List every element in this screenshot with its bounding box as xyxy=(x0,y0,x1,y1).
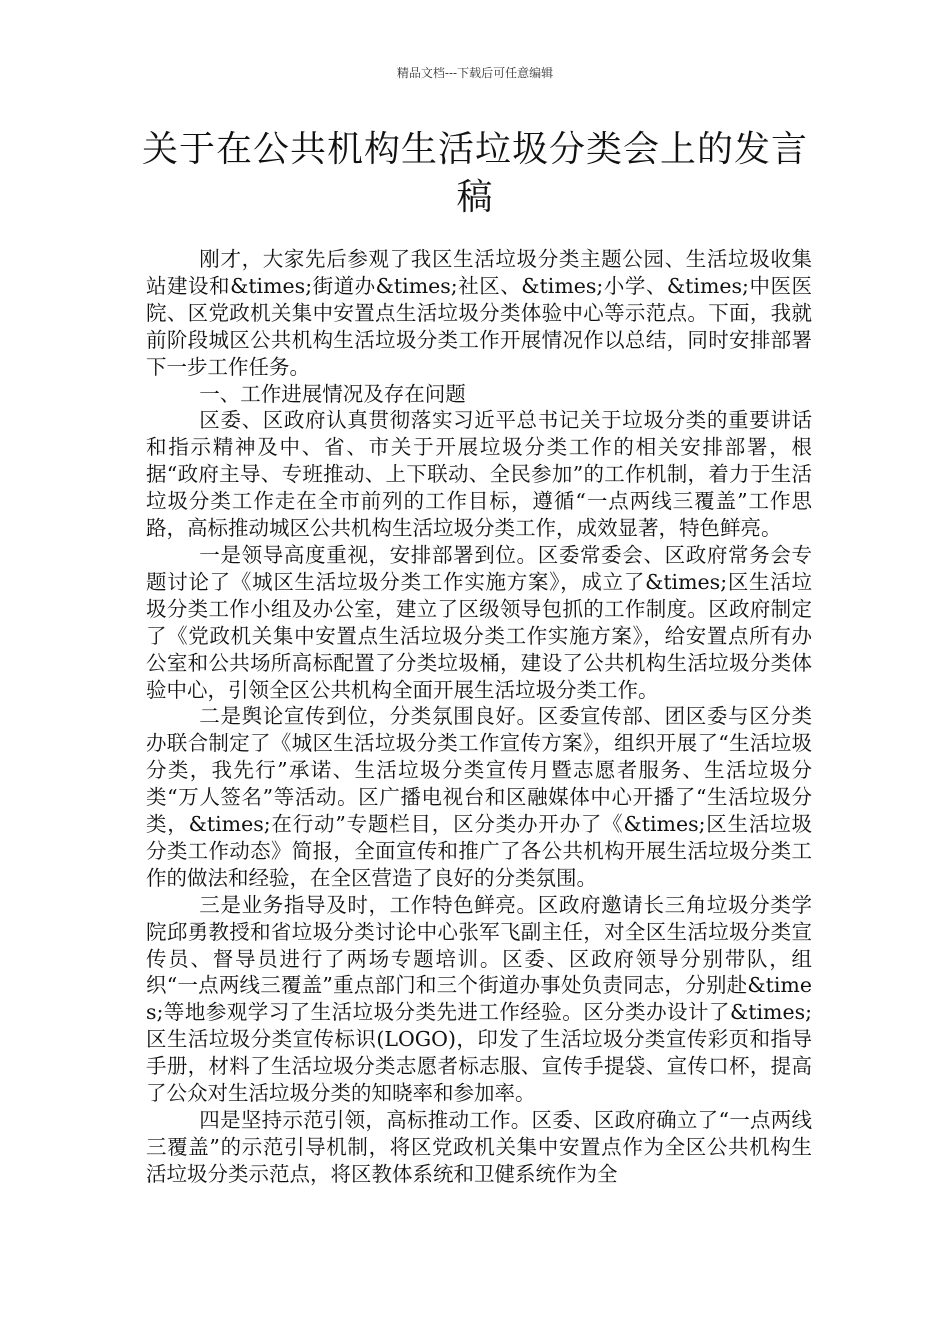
paragraph-point-4: 四是坚持示范引领，高标推动工作。区委、区政府确立了“一点两线三覆盖”的示范引导机制，将区党政机关集中安置点作为全区公共机构生活垃圾分类示范点，将区教体系统和卫健系统作为全 xyxy=(146,1108,812,1186)
paragraph-point-3: 三是业务指导及时，工作特色鲜亮。区政府邀请长三角垃圾分类学院邱勇教授和省垃圾分类讨论中心张军飞副主任，对全区生活垃圾分类宣传员、督导员进行了两场专题培训。区委、区政府领导分别带队，组织“一点两线三覆盖”重点部门和三个街道办事处负责同志，分别赴&times;等地参观学习了生活垃圾分类先进工作经验。区分类办设计了&times;区生活垃圾分类宣传标识(LOGO)，印发了生活垃圾分类宣传彩页和指导手册，材料了生活垃圾分类志愿者标志服、宣传手提袋、宣传口杯，提高了公众对生活垃圾分类的知晓率和参加率。 xyxy=(146,892,812,1106)
section-heading: 一、工作进展情况及存在问题 xyxy=(199,381,466,406)
page-header-watermark: 精品文档---下载后可任意编辑 xyxy=(396,66,554,80)
document-title: 关于在公共机构生活垃圾分类会上的发言稿 xyxy=(141,129,808,218)
document-body xyxy=(146,246,812,1188)
paragraph-point-2: 二是舆论宣传到位，分类氛围良好。区委宣传部、团区委与区分类办联合制定了《城区生活垃圾分类工作宣传方案》，组织开展了“生活垃圾分类，我先行”承诺、生活垃圾分类宣传月暨志愿者服务、生活垃圾分类“万人签名”等活动。区广播电视台和区融媒体中心开播了“生活垃圾分类，&times;在行动”专题栏目，区分类办开办了《&times;区生活垃圾分类工作动态》简报，全面宣传和推广了各公共机构开展生活垃圾分类工作的做法和经验，在全区营造了良好的分类氛围。 xyxy=(146,704,812,890)
paragraph-overview: 区委、区政府认真贯彻落实习近平总书记关于垃圾分类的重要讲话和指示精神及中、省、市关于开展垃圾分类工作的相关安排部署，根据“政府主导、专班推动、上下联动、全民参加”的工作机制，着力于生活垃圾分类工作走在全市前列的工作目标，遵循“一点两线三覆盖”工作思路，高标推动城区公共机构生活垃圾分类工作，成效显著，特色鲜亮。 xyxy=(146,408,812,541)
paragraph-intro: 刚才，大家先后参观了我区生活垃圾分类主题公园、生活垃圾收集站建设和&times;街道办&times;社区、&times;小学、&times;中医医院、区党政机关集中安置点生活垃圾分类体验中心等示范点。下面，我就前阶段城区公共机构生活垃圾分类工作开展情况作以总结，同时安排部署下一步工作任务。 xyxy=(146,247,812,379)
paragraph-point-1: 一是领导高度重视，安排部署到位。区委常委会、区政府常务会专题讨论了《城区生活垃圾分类工作实施方案》，成立了&times;区生活垃圾分类工作小组及办公室，建立了区级领导包抓的工作制度。区政府制定了《党政机关集中安置点生活垃圾分类工作实施方案》，给安置点所有办公室和公共场所高标配置了分类垃圾桶，建设了公共机构生活垃圾分类体验中心，引领全区公共机构全面开展生活垃圾分类工作。 xyxy=(146,542,812,702)
